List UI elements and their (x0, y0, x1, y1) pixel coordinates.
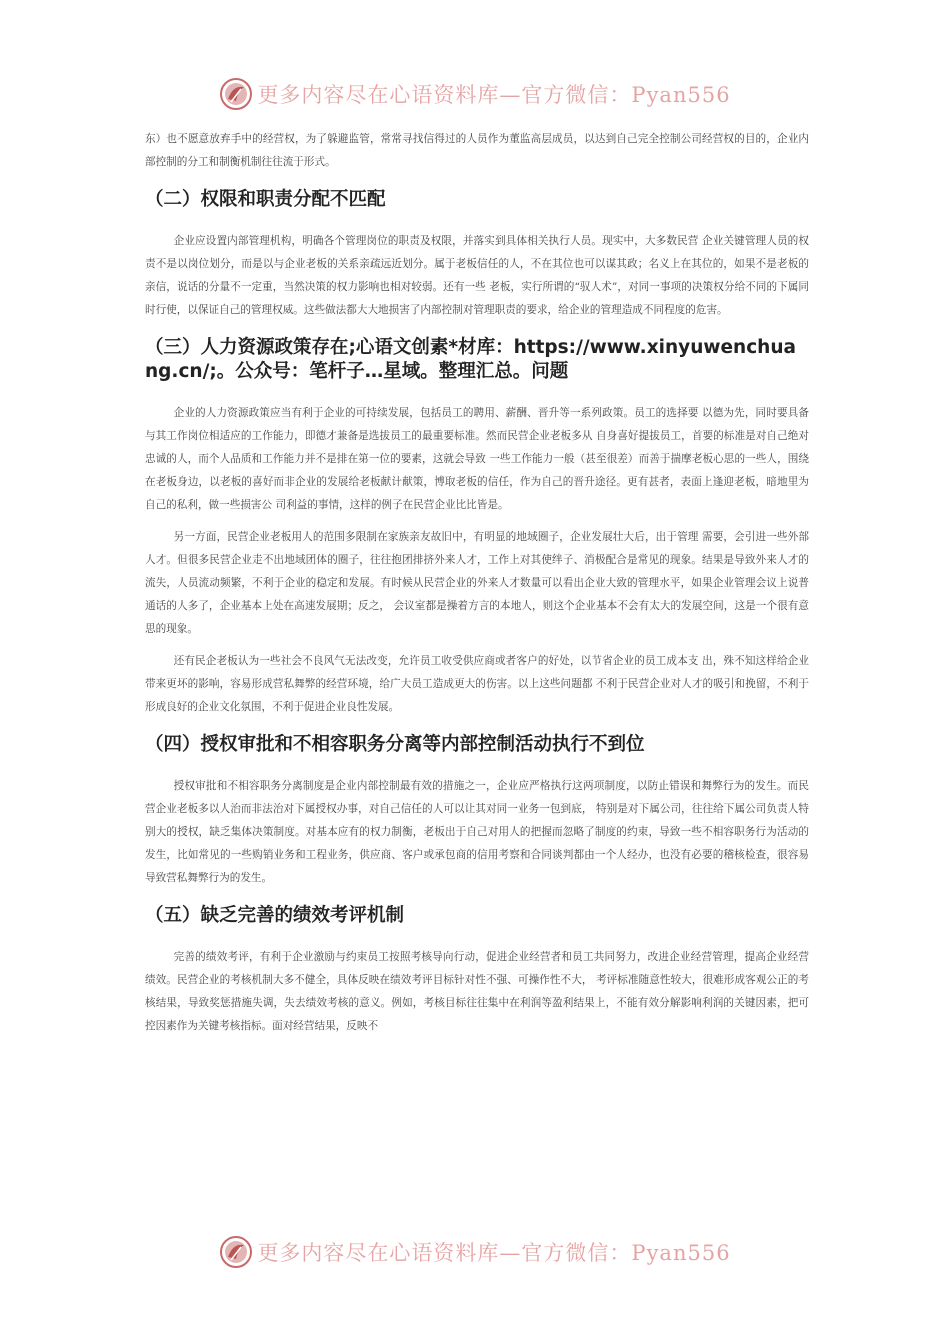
document-body (145, 128, 809, 1038)
section-heading: （二）权限和职责分配不匹配 (145, 189, 386, 210)
footer-banner (0, 1232, 950, 1272)
header-banner (0, 74, 950, 114)
section-heading: （五）缺乏完善的绩效考评机制 (145, 905, 405, 926)
banner-text: 更多内容尽在心语资料库—官方微信：Pyan556 (257, 83, 731, 107)
logo-icon (219, 77, 253, 111)
paragraph: 授权审批和不相容职务分离制度是企业内部控制最有效的措施之一，企业应严格执行这两项制度，以防止错误和舞弊行为的发生。而民营企业老板多以人治而非法治对下属授权办事，对自己信任的人可以让其对同一业务一包到底， 特别是对下属公司，往往给下属公司负责人特别大的授权，缺乏集体决策制度。对基本应有的权力制衡，老板出于自己对用人的把握而忽略了制度的约束，导致一些不相容职务行为活动的发生，比如常见的一些购销业务和工程业务，供应商、客户或承包商的信用考察和合同谈判都由一个人经办，也没有必要的稽核检查，很容易导致营私舞弊行为的发生。 (145, 780, 809, 884)
paragraph: 完善的绩效考评，有利于企业激励与约束员工按照考核导向行动，促进企业经营者和员工共同努力，改进企业经营管理，提高企业经营绩效。民营企业的考核机制大多不健全，具体反映在绩效考评目标针对性不强、可操作性不大， 考评标准随意性较大，很难形成客观公正的考核结果，导致奖惩措施失调，失去绩效考核的意义。例如，考核目标往往集中在利润等盈利结果上，不能有效分解影响利润的关键因素，把可控因素作为关键考核指标。面对经营结果，反映不 (145, 951, 809, 1032)
section-heading: （四）授权审批和不相容职务分离等内部控制活动执行不到位 (145, 734, 645, 755)
paragraph: 企业的人力资源政策应当有利于企业的可持续发展，包括员工的聘用、薪酬、晋升等一系列政策。员工的选择要 以德为先，同时要具备与其工作岗位相适应的工作能力，即德才兼备是选拔员工的最重要标准。然而民营企业老板多从 自身喜好提拔员工，首要的标准是对自己绝对忠诚的人，而个人品质和工作能力并不是排在第一位的要素，这就会导致 一些工作能力一般（甚至很差）而善于揣摩老板心思的一些人，围绕在老板身边，以老板的喜好而非企业的发展给老板献计献策，博取老板的信任，作为自己的晋升途径。更有甚者，表面上逢迎老板，暗地里为自己的私利，做一些损害公 司利益的事情，这样的例子在民营企业比比皆是。 (145, 407, 809, 511)
paragraph: 东）也不愿意放弃手中的经营权，为了躲避监管，常常寻找信得过的人员作为董监高层成员，以达到自己完全控制公司经营权的目的，企业内部控制的分工和制衡机制往往流于形式。 (145, 133, 809, 168)
section-heading: （三）人力资源政策存在;心语文创素*材库：https://www.xinyuwenchuang.cn/;。公众号：笔杆子…星域。整理汇总。问题 (145, 337, 796, 382)
paragraph: 还有民企老板认为一些社会不良风气无法改变，允许员工收受供应商或者客户的好处，以节省企业的员工成本支 出，殊不知这样给企业带来更坏的影响，容易形成营私舞弊的经营环境，给广大员工造成更大的伤害。以上这些问题都 不利于民营企业对人才的吸引和挽留，不利于形成良好的企业文化氛围，不利于促进企业良性发展。 (145, 655, 809, 713)
paragraph: 另一方面，民营企业老板用人的范围多限制在家族亲友故旧中，有明显的地域圈子，企业发展壮大后，出于管理 需要，会引进一些外部人才。但很多民营企业走不出地域团体的圈子，往往抱团排挤外来人才，工作上对其使绊子、消极配合是常见的现象。结果是导致外来人才的流失，人员流动频繁，不利于企业的稳定和发展。有时候从民营企业的外来人才数量可以看出企业大致的管理水平，如果企业管理会议上说普通话的人多了，企业基本上处在高速发展期；反之， 会议室都是操着方言的本地人，则这个企业基本不会有太大的发展空间，这是一个很有意思的现象。 (145, 531, 809, 635)
banner-text: 更多内容尽在心语资料库—官方微信：Pyan556 (257, 1241, 731, 1265)
logo-icon (219, 1235, 253, 1269)
paragraph: 企业应设置内部管理机构，明确各个管理岗位的职责及权限，并落实到具体相关执行人员。现实中，大多数民营 企业关键管理人员的权责不是以岗位划分，而是以与企业老板的关系亲疏远近划分。属于老板信任的人，不在其位也可以谋其政；名义上在其位的，如果不是老板的亲信，说话的分量不一定重，当然决策的权力影响也相对较弱。还有一些 老板，实行所谓的“驭人术”，对同一事项的决策权分给不同的下属同时行使，以保证自己的管理权威。这些做法都大大地损害了内部控制对管理职责的要求，给企业的管理造成不同程度的危害。 (145, 235, 809, 316)
